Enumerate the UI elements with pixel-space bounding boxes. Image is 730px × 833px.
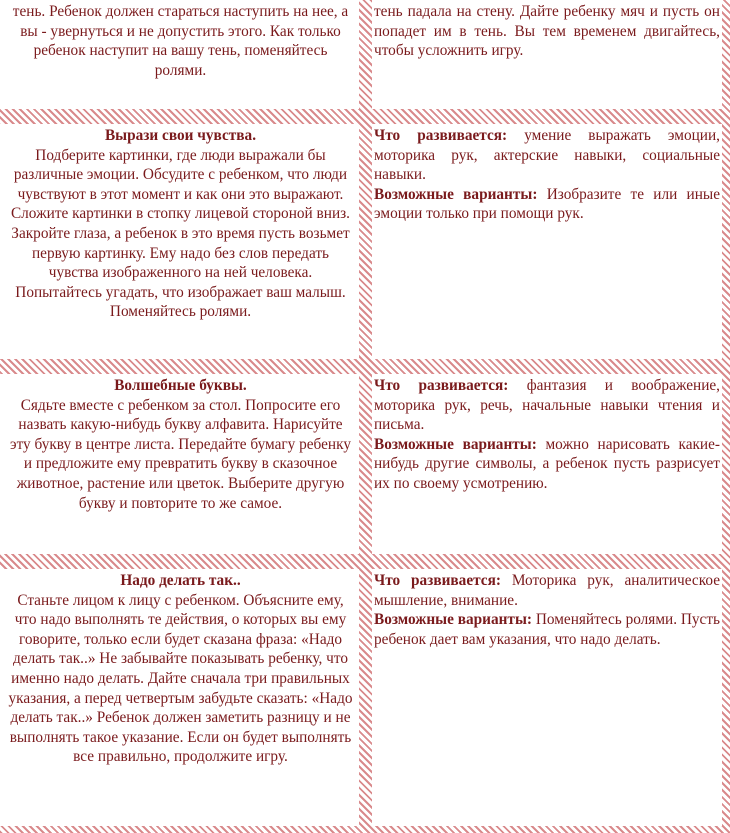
develops-text: фантазия и воображение, моторика рук, речь, начальные навыки чтения и письма. bbox=[374, 377, 721, 434]
game-note: тень падала на стену. Дайте ребенку мяч и пусть он попадет им в тень. Вы тем временем двигайтесь, чтобы усложнить игру. bbox=[374, 3, 720, 60]
cell-content bbox=[0, 0, 359, 109]
variants-paragraph bbox=[374, 610, 720, 649]
develops-text: умение выражать эмоции, моторика рук, актерские навыки, социальные навыки. bbox=[374, 127, 721, 184]
table-cell-notes bbox=[364, 116, 730, 366]
cell-content bbox=[0, 124, 359, 359]
table-cell-description bbox=[0, 561, 364, 833]
table-cell-description bbox=[0, 116, 364, 366]
game-title: Волшебные буквы. bbox=[114, 377, 247, 394]
game-title: Надо делать так.. bbox=[120, 572, 241, 589]
cell-content bbox=[0, 374, 359, 554]
variants-label: Возможные варианты: bbox=[374, 611, 532, 629]
variants-text: можно нарисовать какие-нибудь другие символы, а ребенок пусть разрисует их по своему усмотрению. bbox=[374, 435, 720, 492]
cell-content bbox=[372, 569, 722, 826]
develops-label: Что развивается: bbox=[374, 572, 501, 589]
cell-content bbox=[372, 124, 722, 359]
variants-text: Изобразите те или иные эмоции только при помощи рук. bbox=[374, 185, 720, 223]
game-title: Вырази свои чувства. bbox=[104, 127, 257, 144]
variants-paragraph bbox=[374, 185, 720, 224]
develops-paragraph bbox=[374, 376, 720, 435]
table-cell-notes bbox=[364, 366, 730, 561]
game-description: тень. Ребенок должен стараться наступить на нее, а вы - увернуться и не допустить этого. Как только ребенок наступит на вашу тень, поменяйтесь ролями. bbox=[12, 3, 349, 79]
variants-label: Возможные варианты: bbox=[374, 185, 538, 203]
develops-label: Что развивается: bbox=[374, 127, 508, 144]
table-cell-description bbox=[0, 0, 364, 116]
variants-text: Поменяйтесь ролями. Пусть ребенок дает вам указания, что надо делать. bbox=[374, 611, 720, 648]
cell-content bbox=[0, 569, 359, 826]
cell-content bbox=[372, 0, 722, 109]
game-description: Сядьте вместе с ребенком за стол. Попросите его назвать какую-нибудь букву алфавита. Нарисуйте эту букву в центре листа. Передайте бумагу ребенку и предложите ему превратить букву в сказочное животное, растение или цветок. Выберите другую букву и повторите то же самое. bbox=[10, 396, 351, 512]
cell-content bbox=[372, 374, 722, 554]
develops-label: Что развивается: bbox=[374, 377, 509, 394]
develops-paragraph bbox=[374, 571, 720, 610]
develops-text: Моторика рук, аналитическое мышление, внимание. bbox=[374, 572, 720, 609]
game-description: Станьте лицом к лицу с ребенком. Объясните ему, что надо выполнять те действия, о которых вы ему говорите, только если будет сказана фраза: «Надо делать так..» Не забывайте показывать ребенку, что именно надо делать. Дайте сначала три правильных указания, а перед четвертым забудьте сказать: «Надо делать так..» Ребенок должен заметить разницу и не выполнять такое указание. Если он будет выполнять все правильно, продолжите игру. bbox=[8, 591, 353, 766]
table-cell-notes bbox=[364, 0, 730, 116]
variants-paragraph bbox=[374, 435, 720, 494]
table-cell-notes bbox=[364, 561, 730, 833]
develops-paragraph bbox=[374, 126, 720, 185]
table-cell-description bbox=[0, 366, 364, 561]
game-description: Подберите картинки, где люди выражали бы различные эмоции. Обсудите с ребенком, что люди чувствуют в этот момент и как они это выражают. Сложите картинки в стопку лицевой стороной вниз. Закройте глаза, а ребенок в это время пусть возьмет первую картинку. Ему надо без слов передать чувства изображенного на ней человека. Попытайтесь угадать, что изображает ваш малыш. Поменяйтесь ролями. bbox=[10, 146, 351, 321]
variants-label: Возможные варианты: bbox=[374, 435, 537, 453]
